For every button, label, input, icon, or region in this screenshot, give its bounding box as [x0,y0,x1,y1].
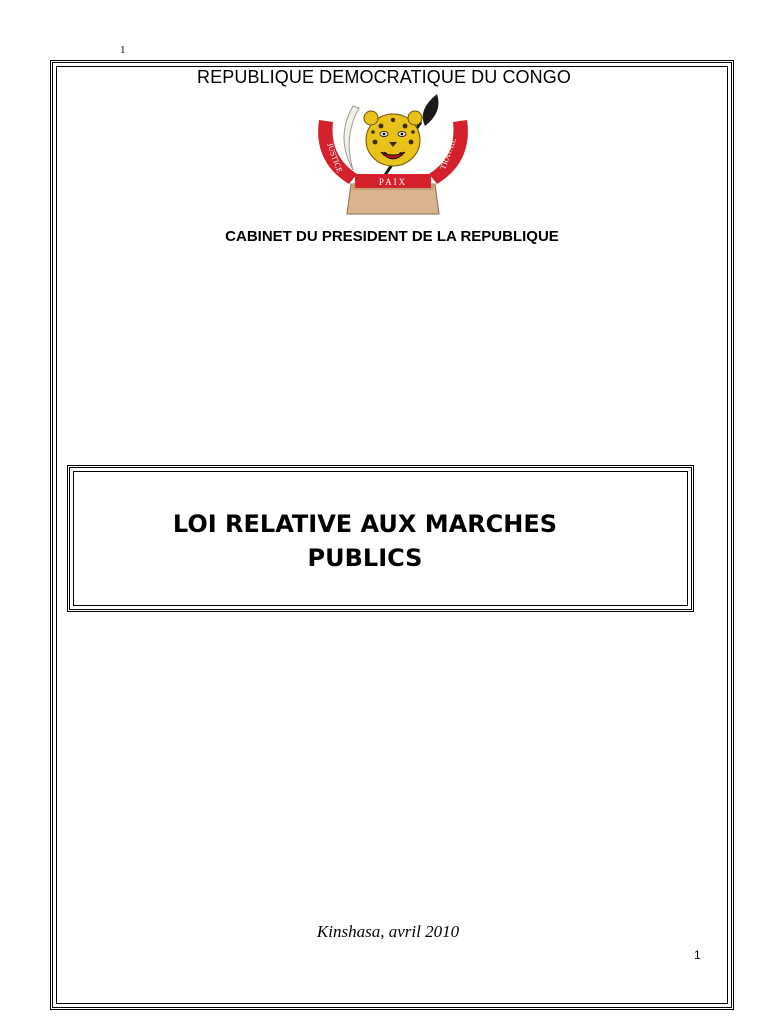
page-number-bottom: 1 [694,948,701,962]
page-number-top: 1 [120,44,126,56]
document-title [0,507,730,575]
place-date: Kinshasa, avril 2010 [316,922,460,941]
country-heading: REPUBLIQUE DEMOCRATIQUE DU CONGO [197,67,571,87]
cabinet-heading: CABINET DU PRESIDENT DE LA REPUBLIQUE [225,228,559,245]
document-title-line1: LOI RELATIVE AUX MARCHES [172,510,558,538]
document-title-line2: PUBLICS [307,544,423,572]
motto-center: PAIX [378,177,408,187]
coat-of-arms-icon [313,92,473,216]
motto-right: TRAVAIL [438,136,459,171]
motto-left: JUSTICE [325,141,345,174]
